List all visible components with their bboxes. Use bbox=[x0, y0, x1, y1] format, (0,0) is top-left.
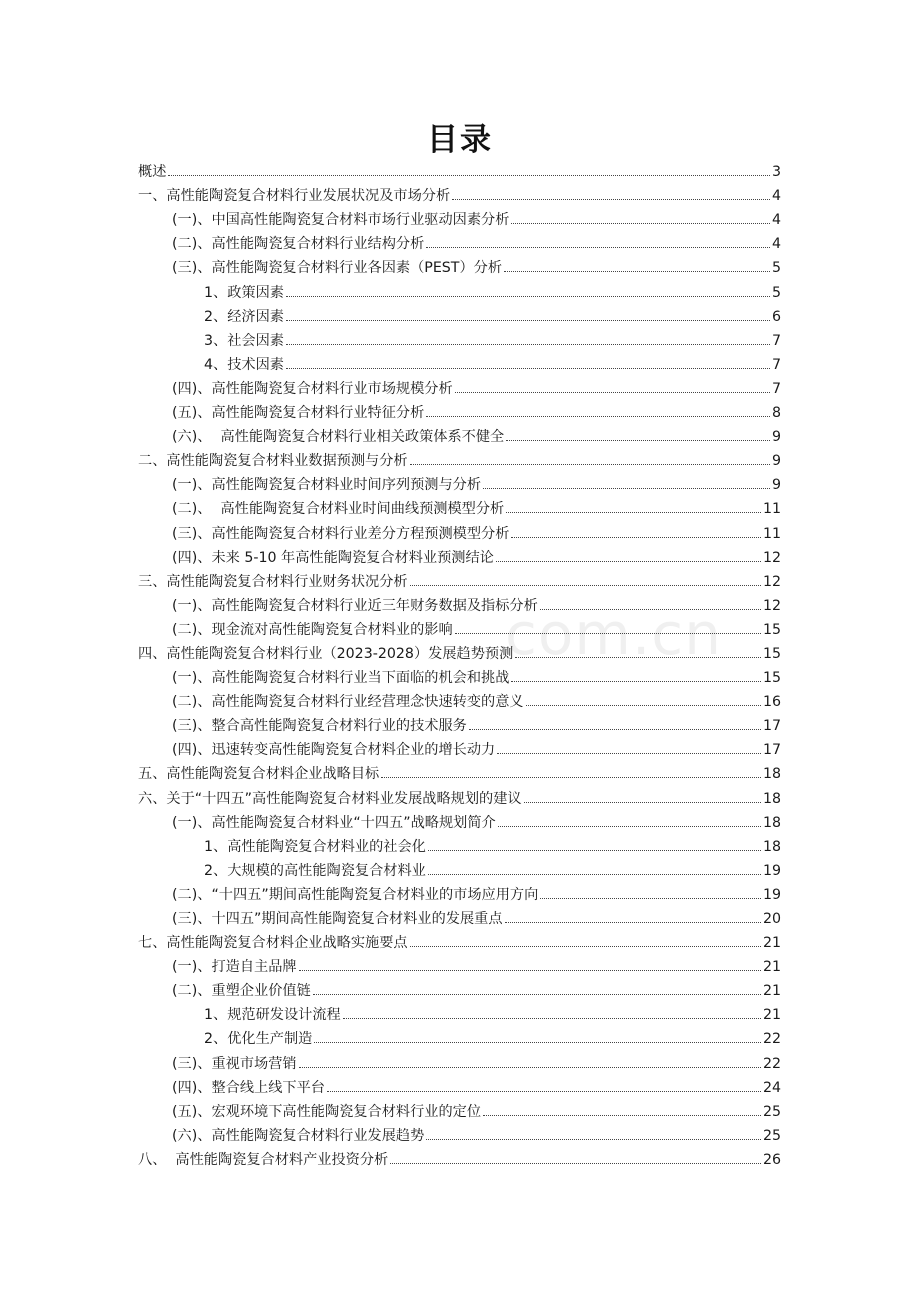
toc-entry-page-number: 3 bbox=[771, 164, 781, 181]
toc-entry-title: 4、技术因素 bbox=[204, 356, 284, 373]
toc-entry-title: (二)、现金流对高性能陶瓷复合材料业的影响 bbox=[172, 621, 453, 638]
toc-entry[interactable] bbox=[138, 759, 781, 783]
toc-entry-title: (一)、中国高性能陶瓷复合材料市场行业驱动因素分析 bbox=[172, 212, 510, 229]
dot-leader bbox=[469, 729, 761, 730]
toc-entry-page-number: 24 bbox=[762, 1079, 781, 1096]
dot-leader bbox=[426, 247, 770, 248]
toc-entry-page-number: 9 bbox=[771, 477, 781, 494]
toc-entry-page-number: 17 bbox=[762, 718, 781, 735]
toc-entry-title: 六、关于“十四五”高性能陶瓷复合材料业发展战略规划的建议 bbox=[138, 790, 522, 807]
toc-entry-title: (二)、“十四五”期间高性能陶瓷复合材料业的市场应用方向 bbox=[172, 886, 539, 903]
toc-entry-page-number: 15 bbox=[762, 670, 781, 687]
toc-entry[interactable] bbox=[138, 1073, 781, 1097]
toc-entry-title: (一)、高性能陶瓷复合材料行业近三年财务数据及指标分析 bbox=[172, 597, 538, 614]
dot-leader bbox=[428, 850, 761, 851]
dot-leader bbox=[286, 296, 770, 297]
dot-leader bbox=[327, 1091, 761, 1092]
toc-entry-title: (六)、高性能陶瓷复合材料行业发展趋势 bbox=[172, 1127, 425, 1144]
toc-entry[interactable] bbox=[138, 976, 781, 1000]
page-title: 目录 bbox=[427, 122, 493, 158]
toc-entry[interactable] bbox=[138, 591, 781, 615]
toc-entry[interactable] bbox=[138, 494, 781, 518]
dot-leader bbox=[504, 271, 770, 272]
toc-entry-title: (四)、高性能陶瓷复合材料行业市场规模分析 bbox=[172, 380, 453, 397]
dot-leader bbox=[426, 1139, 761, 1140]
toc-entry-page-number: 25 bbox=[762, 1127, 781, 1144]
toc-entry-title: (三)、高性能陶瓷复合材料行业各因素（PEST）分析 bbox=[172, 260, 503, 277]
dot-leader bbox=[511, 537, 761, 538]
toc-entry-title: (四)、未来 5-10 年高性能陶瓷复合材料业预测结论 bbox=[172, 549, 494, 566]
toc-entry[interactable] bbox=[138, 663, 781, 687]
toc-entry-title: 1、高性能陶瓷复合材料业的社会化 bbox=[204, 838, 426, 855]
toc-entry[interactable] bbox=[138, 157, 781, 181]
dot-leader bbox=[313, 994, 761, 995]
toc-entry-page-number: 9 bbox=[771, 453, 781, 470]
toc-entry[interactable] bbox=[138, 446, 781, 470]
toc-entry-page-number: 4 bbox=[771, 188, 781, 205]
toc-entry[interactable] bbox=[138, 398, 781, 422]
toc-entry-page-number: 6 bbox=[771, 308, 781, 325]
toc-entry-page-number: 22 bbox=[762, 1055, 781, 1072]
toc-entry-page-number: 7 bbox=[771, 332, 781, 349]
toc-entry-page-number: 18 bbox=[762, 766, 781, 783]
toc-entry[interactable] bbox=[138, 808, 781, 832]
toc-entry-title: (三)、高性能陶瓷复合材料行业差分方程预测模型分析 bbox=[172, 525, 510, 542]
toc-entry-title: 七、高性能陶瓷复合材料企业战略实施要点 bbox=[138, 935, 408, 952]
dot-leader bbox=[410, 946, 761, 947]
toc-entry[interactable] bbox=[138, 229, 781, 253]
dot-leader bbox=[299, 970, 761, 971]
toc-entry-page-number: 15 bbox=[762, 645, 781, 662]
toc-entry-title: 八、 高性能陶瓷复合材料产业投资分析 bbox=[138, 1151, 389, 1168]
toc-entry-page-number: 22 bbox=[762, 1031, 781, 1048]
toc-entry-page-number: 11 bbox=[762, 525, 781, 542]
watermark: com.cn bbox=[505, 600, 722, 668]
toc-entry-title: (五)、高性能陶瓷复合材料行业特征分析 bbox=[172, 405, 425, 422]
toc-entry[interactable] bbox=[138, 687, 781, 711]
toc-entry-title: (二)、重塑企业价值链 bbox=[172, 983, 311, 1000]
toc-entry-title: 2、经济因素 bbox=[204, 308, 284, 325]
toc-entry[interactable] bbox=[138, 639, 781, 663]
toc-entry-page-number: 18 bbox=[762, 790, 781, 807]
dot-leader bbox=[452, 199, 770, 200]
toc-entry[interactable] bbox=[138, 735, 781, 759]
dot-leader bbox=[496, 561, 761, 562]
toc-entry-title: (三)、十四五”期间高性能陶瓷复合材料业的发展重点 bbox=[172, 911, 503, 927]
toc-entry-page-number: 20 bbox=[762, 911, 781, 927]
dot-leader bbox=[426, 416, 770, 417]
toc-entry[interactable] bbox=[138, 1048, 781, 1072]
toc-entry[interactable] bbox=[138, 783, 781, 807]
toc-entry[interactable] bbox=[138, 277, 781, 301]
toc-entry-page-number: 7 bbox=[771, 356, 781, 373]
toc-entry[interactable] bbox=[138, 253, 781, 277]
dot-leader bbox=[390, 1163, 761, 1164]
toc-entry-title: 概述 bbox=[138, 164, 167, 181]
toc-entry[interactable] bbox=[138, 1097, 781, 1121]
toc-entry-title: 1、规范研发设计流程 bbox=[204, 1007, 341, 1024]
toc-entry[interactable] bbox=[138, 615, 781, 639]
toc-entry[interactable] bbox=[138, 1024, 781, 1048]
toc-entry-page-number: 12 bbox=[762, 549, 781, 566]
toc-entry-title: (三)、整合高性能陶瓷复合材料行业的技术服务 bbox=[172, 718, 467, 735]
dot-leader bbox=[299, 1067, 761, 1068]
toc-entry-page-number: 16 bbox=[762, 694, 781, 711]
dot-leader bbox=[286, 368, 770, 369]
toc-entry[interactable] bbox=[138, 181, 781, 205]
toc-entry-title: (五)、宏观环境下高性能陶瓷复合材料行业的定位 bbox=[172, 1103, 482, 1120]
dot-leader bbox=[511, 681, 761, 682]
dot-leader bbox=[455, 392, 770, 393]
toc-entry-page-number: 21 bbox=[762, 1007, 781, 1024]
toc-entry-page-number: 19 bbox=[762, 886, 781, 903]
toc-entry-title: (二)、高性能陶瓷复合材料行业结构分析 bbox=[172, 236, 425, 253]
toc-entry[interactable] bbox=[138, 1145, 781, 1169]
toc-entry-title: (一)、高性能陶瓷复合材料业“十四五”战略规划简介 bbox=[172, 814, 496, 831]
table-of-contents bbox=[138, 157, 781, 1169]
dot-leader bbox=[343, 1018, 761, 1019]
dot-leader bbox=[524, 802, 761, 803]
toc-entry[interactable] bbox=[138, 880, 781, 904]
dot-leader bbox=[428, 874, 761, 875]
toc-entry-page-number: 4 bbox=[771, 212, 781, 229]
dot-leader bbox=[168, 175, 770, 176]
dot-leader bbox=[483, 1115, 761, 1116]
toc-entry[interactable] bbox=[138, 326, 781, 350]
toc-entry[interactable] bbox=[138, 1000, 781, 1024]
toc-entry-page-number: 26 bbox=[762, 1151, 781, 1168]
dot-leader bbox=[314, 1042, 761, 1043]
toc-entry-title: (四)、整合线上线下平台 bbox=[172, 1079, 325, 1096]
dot-leader bbox=[540, 609, 761, 610]
dot-leader bbox=[483, 488, 770, 489]
toc-entry[interactable] bbox=[138, 1121, 781, 1145]
toc-entry-page-number: 19 bbox=[762, 862, 781, 879]
toc-entry[interactable] bbox=[138, 832, 781, 856]
toc-entry[interactable] bbox=[138, 567, 781, 591]
dot-leader bbox=[410, 464, 770, 465]
toc-entry-title: 1、政策因素 bbox=[204, 284, 284, 301]
toc-entry[interactable] bbox=[138, 711, 781, 735]
toc-entry-page-number: 18 bbox=[762, 814, 781, 831]
toc-entry-page-number: 9 bbox=[771, 429, 781, 446]
toc-entry-title: 四、高性能陶瓷复合材料行业（2023-2028）发展趋势预测 bbox=[138, 645, 514, 662]
toc-entry-title: 一、高性能陶瓷复合材料行业发展状况及市场分析 bbox=[138, 188, 451, 205]
toc-entry-title: (一)、高性能陶瓷复合材料行业当下面临的机会和挑战 bbox=[172, 670, 510, 687]
toc-entry-page-number: 5 bbox=[771, 260, 781, 277]
dot-leader bbox=[497, 753, 761, 754]
toc-entry-page-number: 7 bbox=[771, 380, 781, 397]
toc-entry[interactable] bbox=[138, 422, 781, 446]
dot-leader bbox=[286, 320, 770, 321]
toc-entry-title: 三、高性能陶瓷复合材料行业财务状况分析 bbox=[138, 573, 408, 590]
dot-leader bbox=[286, 344, 770, 345]
toc-entry-title: (二)、 高性能陶瓷复合材料业时间曲线预测模型分析 bbox=[172, 501, 505, 518]
toc-entry-page-number: 11 bbox=[762, 501, 781, 518]
toc-entry[interactable] bbox=[138, 350, 781, 374]
toc-entry-title: 二、高性能陶瓷复合材料业数据预测与分析 bbox=[138, 453, 408, 470]
toc-entry[interactable] bbox=[138, 374, 781, 398]
toc-entry-title: (二)、高性能陶瓷复合材料行业经营理念快速转变的意义 bbox=[172, 694, 524, 711]
toc-entry-page-number: 21 bbox=[762, 935, 781, 952]
toc-entry-page-number: 25 bbox=[762, 1103, 781, 1120]
toc-entry-page-number: 12 bbox=[762, 597, 781, 614]
toc-entry-page-number: 21 bbox=[762, 959, 781, 976]
toc-entry[interactable] bbox=[138, 518, 781, 542]
toc-entry[interactable] bbox=[138, 856, 781, 880]
toc-entry-page-number: 17 bbox=[762, 742, 781, 759]
toc-entry[interactable] bbox=[138, 952, 781, 976]
dot-leader bbox=[410, 585, 761, 586]
toc-entry-title: 2、大规模的高性能陶瓷复合材料业 bbox=[204, 862, 426, 879]
toc-entry-page-number: 12 bbox=[762, 573, 781, 590]
dot-leader bbox=[515, 657, 761, 658]
toc-entry-title: (一)、高性能陶瓷复合材料业时间序列预测与分析 bbox=[172, 477, 482, 494]
toc-entry-title: (六)、 高性能陶瓷复合材料行业相关政策体系不健全 bbox=[172, 429, 505, 446]
toc-entry-page-number: 4 bbox=[771, 236, 781, 253]
toc-entry[interactable] bbox=[138, 205, 781, 229]
dot-leader bbox=[381, 777, 761, 778]
dot-leader bbox=[455, 633, 761, 634]
toc-entry[interactable] bbox=[138, 928, 781, 952]
toc-entry-title: (四)、迅速转变高性能陶瓷复合材料企业的增长动力 bbox=[172, 742, 496, 759]
toc-entry-page-number: 21 bbox=[762, 983, 781, 1000]
toc-entry[interactable] bbox=[138, 904, 781, 928]
dot-leader bbox=[506, 440, 770, 441]
dot-leader bbox=[498, 826, 761, 827]
toc-entry[interactable] bbox=[138, 302, 781, 326]
toc-entry-title: 3、社会因素 bbox=[204, 332, 284, 349]
toc-entry-page-number: 5 bbox=[771, 284, 781, 301]
dot-leader bbox=[506, 512, 761, 513]
dot-leader bbox=[526, 705, 761, 706]
dot-leader bbox=[505, 922, 761, 923]
toc-entry-page-number: 15 bbox=[762, 621, 781, 638]
toc-entry[interactable] bbox=[138, 543, 781, 567]
dot-leader bbox=[540, 898, 761, 899]
toc-entry-title: 2、优化生产制造 bbox=[204, 1031, 313, 1048]
toc-entry-title: (三)、重视市场营销 bbox=[172, 1055, 297, 1072]
toc-entry-title: 五、高性能陶瓷复合材料企业战略目标 bbox=[138, 766, 380, 783]
toc-entry-title: (一)、打造自主品牌 bbox=[172, 959, 297, 976]
dot-leader bbox=[511, 223, 770, 224]
toc-entry[interactable] bbox=[138, 470, 781, 494]
toc-entry-page-number: 8 bbox=[771, 405, 781, 422]
toc-entry-page-number: 18 bbox=[762, 838, 781, 855]
